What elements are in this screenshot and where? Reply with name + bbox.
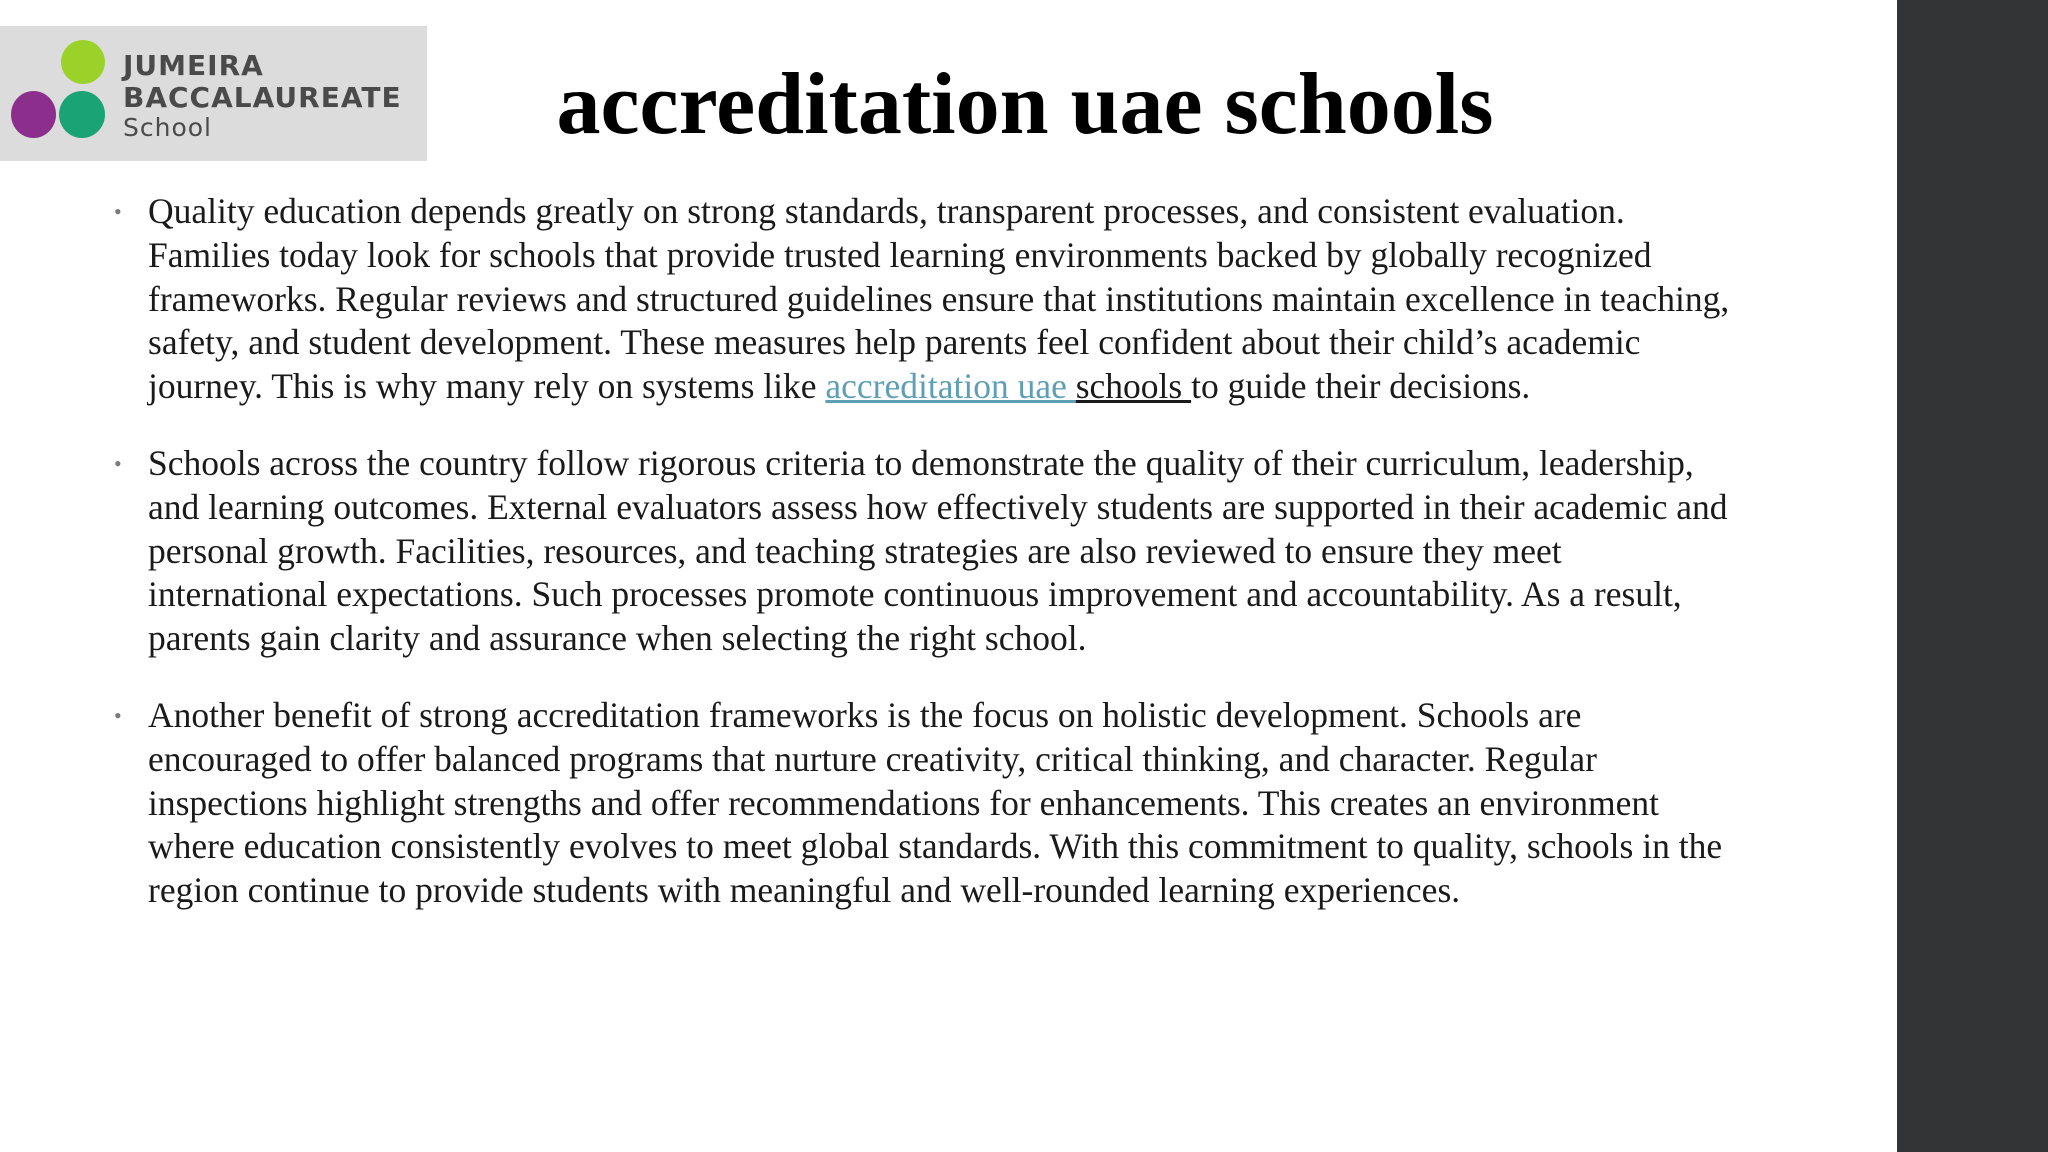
bullet-item-2 <box>114 442 1748 661</box>
bullet-item-1 <box>114 190 1748 409</box>
bullet-marker: • <box>114 702 122 728</box>
logo-wordmark <box>123 50 402 142</box>
logo-teal-circle <box>59 91 105 138</box>
bullet-marker: • <box>114 450 122 476</box>
logo-purple-circle <box>11 91 56 138</box>
accreditation-link[interactable]: accreditation uae <box>825 366 1076 407</box>
bullet-text-tail: to guide their decisions. <box>1191 366 1531 407</box>
schools-link[interactable]: schools <box>1075 366 1192 407</box>
logo-line-3: School <box>123 113 212 142</box>
logo-line-1: JUMEIRA <box>123 49 264 82</box>
bullet-text: Schools across the country follow rigorous criteria to demonstrate the quality of their curriculum, leadership, and learning outcomes. External evaluators assess how effectively students are supported in their academic and personal growth. Facilities, resources, and teaching strategies are also reviewed to ensure they meet international expectations. Such processes promote continuous improvement and accountability. As a result, parents gain clarity and assurance when selecting the right school. <box>148 442 1728 659</box>
right-sidebar-bar <box>1897 0 2048 1152</box>
bullet-text: Another benefit of strong accreditation frameworks is the focus on holistic development. Schools are encouraged to offer balanced programs that nurture creativity, critical thinking, and character. Regular inspections highlight strengths and offer recommendations for enhancements. This creates an environment where education consistently evolves to meet global standards. With this commitment to quality, schools in the region continue to provide students with meaningful and well-rounded learning experiences. <box>148 694 1723 911</box>
bullet-text: Quality education depends greatly on strong standards, transparent processes, and consistent evaluation. Families today look for schools that provide trusted learning environments backed by globally recognized frameworks. Regular reviews and structured guidelines ensure that institutions maintain excellence in teaching, safety, and student development. These measures help parents feel confident about their child’s academic journey. This is why many rely on systems like <box>148 191 1730 407</box>
logo-green-circle <box>61 40 105 84</box>
slide-title: accreditation uae schools <box>556 56 1494 153</box>
school-logo <box>0 26 427 161</box>
bullet-marker: • <box>114 199 122 224</box>
bullet-list <box>114 190 1748 946</box>
logo-line-2: BACCALAUREATE <box>123 81 402 114</box>
bullet-item-3 <box>114 694 1748 913</box>
